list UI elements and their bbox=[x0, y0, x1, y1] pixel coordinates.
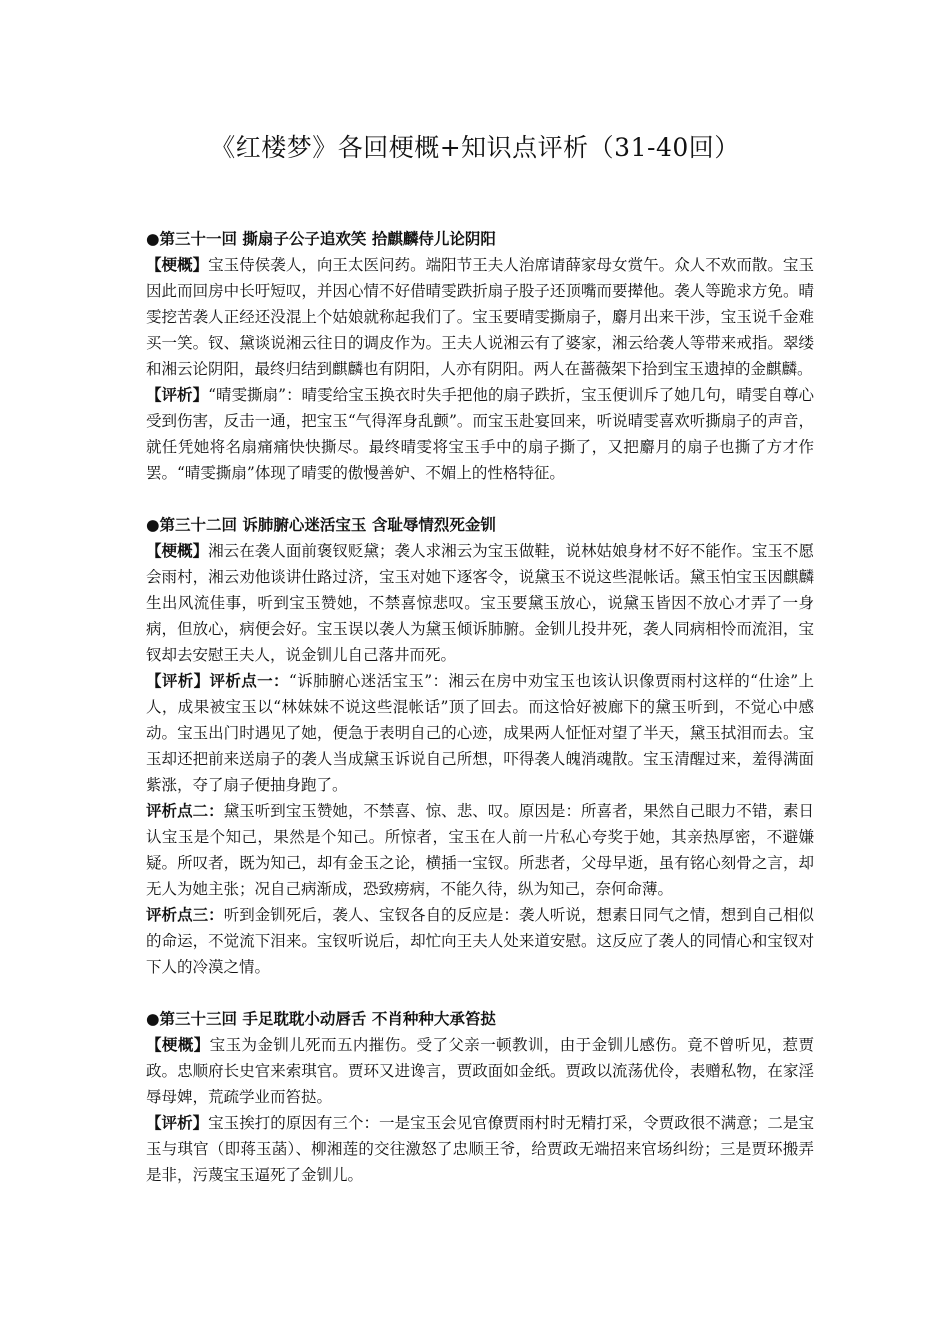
analysis-point-paragraph bbox=[146, 902, 814, 980]
summary-paragraph bbox=[146, 1032, 814, 1110]
document-body bbox=[146, 226, 814, 1214]
paragraph-label: 【梗概】 bbox=[146, 1036, 210, 1054]
paragraph-label: 【梗概】 bbox=[146, 542, 209, 560]
chapter-31-section bbox=[146, 226, 814, 486]
paragraph-text: “诉肺腑心迷活宝玉”：湘云在房中劝宝玉也该认识像贾雨村这样的“仕途”上人，成果被宝玉以“林妹妹不说这些混帐话”顶了回去。而这恰好被廊下的黛玉听到，不觉心中感动。宝玉出门时遇见了她，便急于表明自己的心迹，成果两人怔怔对望了半天，黛玉拭泪而去。宝玉却还把前来送扇子的袭人当成黛玉诉说自己所想，吓得袭人魄消魂散。宝玉清醒过来，羞得满面紫涨，夺了扇子便抽身跑了。 bbox=[146, 672, 814, 794]
paragraph-text: 宝玉为金钏儿死而五内摧伤。受了父亲一顿教训，由于金钏儿感伤。竟不曾听见，惹贾政。忠顺府长史官来索琪官。贾环又进谗言，贾政面如金纸。贾政以流荡优伶，表赠私物，在家淫辱母婢，荒疏学业而笞挞。 bbox=[146, 1036, 814, 1106]
chapter-32-section bbox=[146, 512, 814, 980]
paragraph-text: “晴雯撕扇”：晴雯给宝玉换衣时失手把他的扇子跌折，宝玉便训斥了她几句，晴雯自尊心受到伤害，反击一通，把宝玉“气得浑身乱颤”。而宝玉赴宴回来，听说晴雯喜欢听撕扇子的声音，就任凭她将名扇痛痛快快撕尽。最终晴雯将宝玉手中的扇子撕了，又把麝月的扇子也撕了方才作罢。“晴雯撕扇”体现了晴雯的傲慢善妒、不媚上的性格特征。 bbox=[146, 386, 814, 482]
chapter-heading: ●第三十三回 手足耽耽小动唇舌 不肖种种大承笞挞 bbox=[146, 1010, 496, 1028]
paragraph-label: 评析点二： bbox=[146, 802, 224, 820]
document-title: 《红楼梦》各回梗概+知识点评析（31-40回） bbox=[210, 133, 740, 162]
paragraph-text: 宝玉侍侯袭人，向王太医问药。端阳节王夫人治席请薛家母女赏午。众人不欢而散。宝玉因此而回房中长吁短叹，并因心情不好借晴雯跌折扇子股子还顶嘴而要撵他。袭人等跪求方免。晴雯挖苦袭人正经还没混上个姑娘就称起我们了。宝玉要晴雯撕扇子，麝月出来干涉，宝玉说千金难买一笑。钗、黛谈说湘云往日的调皮作为。王夫人说湘云有了婆家，湘云给袭人等带来戒指。翠缕和湘云论阴阳，最终归结到麒麟也有阴阳，人亦有阴阳。两人在蔷薇架下拾到宝玉遗掉的金麒麟。 bbox=[146, 256, 814, 378]
paragraph-text: 湘云在袭人面前褒钗贬黛；袭人求湘云为宝玉做鞋，说林姑娘身材不好不能作。宝玉不愿会雨村，湘云劝他谈讲仕路过济，宝玉对她下逐客令，说黛玉不说这些混帐话。黛玉怕宝玉因麒麟生出风流佳事，听到宝玉赞她，不禁喜惊悲叹。宝玉要黛玉放心，说黛玉皆因不放心才弄了一身病，但放心，病便会好。宝玉误以袭人为黛玉倾诉肺腑。金钏儿投井死，袭人同病相怜而流泪，宝钗却去安慰王夫人，说金钏儿自己落井而死。 bbox=[146, 542, 814, 664]
summary-paragraph bbox=[146, 252, 814, 382]
paragraph-label: 【评析】 bbox=[146, 1114, 209, 1132]
analysis-paragraph bbox=[146, 1110, 814, 1188]
paragraph-label: 【梗概】 bbox=[146, 256, 209, 274]
paragraph-text: 宝玉挨打的原因有三个：一是宝玉会见官僚贾雨村时无精打采，令贾政很不满意；二是宝玉与琪官（即蒋玉菡）、柳湘莲的交往激怒了忠顺王爷，给贾政无端招来官场纠纷；三是贾环搬弄是非，污蔑宝玉逼死了金钏儿。 bbox=[146, 1114, 814, 1184]
chapter-heading: ●第三十一回 撕扇子公子追欢笑 拾麒麟侍儿论阴阳 bbox=[146, 230, 496, 248]
analysis-point-paragraph bbox=[146, 798, 814, 902]
paragraph-label: 【评析】 bbox=[146, 386, 209, 404]
paragraph-text: 黛玉听到宝玉赞她，不禁喜、惊、悲、叹。原因是：所喜者，果然自己眼力不错，素日认宝玉是个知己，果然是个知己。所惊者，宝玉在人前一片私心夸奖于她，其亲热厚密，不避嫌疑。所叹者，既为知己，却有金玉之论，横插一宝钗。所悲者，父母早逝，虽有铭心刻骨之言，却无人为她主张；况自己病渐成，恐致痨病，不能久待，纵为知己，奈何命薄。 bbox=[146, 802, 814, 898]
analysis-paragraph bbox=[146, 382, 814, 486]
paragraph-label: 【评析】评析点一： bbox=[146, 672, 289, 690]
paragraph-label: 评析点三： bbox=[146, 906, 224, 924]
summary-paragraph bbox=[146, 538, 814, 668]
chapter-33-section bbox=[146, 1006, 814, 1188]
analysis-paragraph bbox=[146, 668, 814, 798]
paragraph-text: 听到金钏死后，袭人、宝钗各自的反应是：袭人听说，想素日同气之情，想到自己相似的命运，不觉流下泪来。宝钗听说后，却忙向王夫人处来道安慰。这反应了袭人的同情心和宝钗对下人的冷漠之情。 bbox=[146, 906, 814, 976]
chapter-heading: ●第三十二回 诉肺腑心迷活宝玉 含耻辱情烈死金钏 bbox=[146, 516, 496, 534]
